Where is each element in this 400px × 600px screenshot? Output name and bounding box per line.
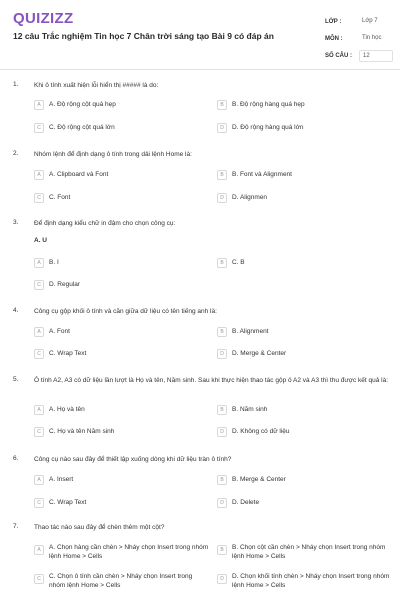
option-b[interactable] xyxy=(217,168,292,181)
option-b[interactable] xyxy=(217,543,392,565)
option-letter-badge: C xyxy=(34,349,44,359)
option-text: A. Độ rộng cột quá hẹp xyxy=(49,101,116,108)
question-text: Nhóm lệnh để định dạng ô tính trong dải lệnh Home là: xyxy=(34,151,192,158)
option-letter-badge: D xyxy=(217,349,227,359)
option-a[interactable] xyxy=(34,403,85,416)
option-text: B. Chọn cột cần chèn > Nháy chọn Insert trong nhóm lệnh Home > Cells xyxy=(232,544,386,560)
option-text: A. Họ và tên xyxy=(49,406,85,413)
option-letter-badge: C xyxy=(34,498,44,508)
option-d[interactable] xyxy=(217,191,267,204)
option-letter-badge: B xyxy=(217,475,227,485)
question-text: Khi ô tính xuất hiện lỗi hiển thị ##### là do: xyxy=(34,82,159,89)
option-letter-badge: A xyxy=(34,258,44,268)
option-letter-badge: B xyxy=(217,170,227,180)
page-title: 12 câu Trắc nghiệm Tin học 7 Chân trời sáng tạo Bài 9 có đáp án xyxy=(13,31,274,41)
option-a[interactable] xyxy=(34,543,209,565)
question-answer-text: A. U xyxy=(34,237,47,244)
option-text: C. B xyxy=(232,259,245,266)
option-d[interactable] xyxy=(217,121,303,134)
option-letter-badge: C xyxy=(34,123,44,133)
meta-row-subject xyxy=(325,30,393,47)
option-c[interactable] xyxy=(34,496,86,509)
option-letter-badge: B xyxy=(217,258,227,268)
option-text: C. Font xyxy=(49,194,71,201)
worksheet-header xyxy=(0,0,400,70)
option-d[interactable] xyxy=(34,278,80,291)
meta-label: LỚP : xyxy=(325,18,342,25)
question-number: 1. xyxy=(13,81,19,88)
option-a[interactable] xyxy=(34,98,116,111)
option-a[interactable] xyxy=(34,325,70,338)
question-text: Ô tính A2, A3 có dữ liệu lần lượt là Họ và tên, Năm sinh. Sau khi thực hiện thao tác gộp ô A2 và A3 thì thu được kết quả là: xyxy=(34,377,389,384)
option-letter-badge: C xyxy=(34,427,44,437)
option-b[interactable] xyxy=(217,98,305,111)
option-text: B. I xyxy=(49,259,59,266)
meta-value: 12 xyxy=(359,50,393,62)
option-letter-badge: A xyxy=(34,405,44,415)
option-text: C. Độ rộng cột quá lớn xyxy=(49,124,115,131)
option-text: C. Chọn ô tính cần chèn > Nháy chọn Insert trong nhóm lệnh Home > Cells xyxy=(49,573,193,589)
option-b[interactable] xyxy=(217,403,267,416)
quizizz-logo[interactable]: QUIZIZZ xyxy=(13,10,74,27)
meta-box xyxy=(325,13,393,64)
meta-value: Lớp 7 xyxy=(362,17,378,24)
option-text: D. Regular xyxy=(49,281,81,288)
option-c[interactable] xyxy=(34,425,114,438)
option-a[interactable] xyxy=(34,473,73,486)
option-letter-badge: D xyxy=(217,574,227,584)
option-text: C. Họ và tên Năm sinh xyxy=(49,428,115,435)
question-number: 7. xyxy=(13,523,19,530)
option-text: C. Wrap Text xyxy=(49,499,87,506)
question-text: Để định dạng kiểu chữ in đậm cho chọn công cụ: xyxy=(34,220,176,227)
option-letter-badge: A xyxy=(34,545,44,555)
option-letter-badge: C xyxy=(34,280,44,290)
option-text: A. Insert xyxy=(49,476,74,483)
option-text: D. Delete xyxy=(232,499,260,506)
question-text: Thao tác nào sau đây để chèn thêm một cột? xyxy=(34,524,165,531)
option-b[interactable] xyxy=(217,473,286,486)
question-text: Công cụ nào sau đây để thiết lập xuống dòng khi dữ liệu tràn ô tính? xyxy=(34,456,232,463)
option-text: D. Merge & Center xyxy=(232,350,287,357)
option-letter-badge: D xyxy=(217,427,227,437)
option-letter-badge: C xyxy=(34,574,44,584)
option-letter-badge: A xyxy=(34,475,44,485)
option-letter-badge: D xyxy=(217,498,227,508)
option-text: B. Font và Alignment xyxy=(232,171,292,178)
option-text: B. Độ rộng hàng quá hẹp xyxy=(232,101,305,108)
option-text: B. Năm sinh xyxy=(232,406,268,413)
option-b[interactable] xyxy=(34,256,59,269)
option-letter-badge: D xyxy=(217,193,227,203)
question-number: 5. xyxy=(13,376,19,383)
option-text: A. Clipboard và Font xyxy=(49,171,109,178)
option-c[interactable] xyxy=(217,256,245,269)
option-b[interactable] xyxy=(217,325,269,338)
option-letter-badge: B xyxy=(217,100,227,110)
option-a[interactable] xyxy=(34,168,108,181)
option-text: B. Merge & Center xyxy=(232,476,286,483)
meta-label: MÔN : xyxy=(325,35,343,42)
option-text: D. Alignmen xyxy=(232,194,268,201)
meta-row-class xyxy=(325,13,393,30)
question-number: 2. xyxy=(13,150,19,157)
question-text: Công cụ gộp khối ô tính và căn giữa dữ liệu có tên tiếng anh là: xyxy=(34,308,217,315)
option-text: D. Không có dữ liệu xyxy=(232,428,290,435)
option-letter-badge: C xyxy=(34,193,44,203)
option-text: B. Alignment xyxy=(232,328,269,335)
meta-row-count xyxy=(325,47,393,64)
option-letter-badge: A xyxy=(34,170,44,180)
option-c[interactable] xyxy=(34,121,115,134)
option-text: D. Chọn khối tính chèn > Nháy chọn Insert trong nhóm lệnh Home > Cells xyxy=(232,573,390,589)
option-c[interactable] xyxy=(34,347,86,360)
question-number: 3. xyxy=(13,219,19,226)
question-number: 4. xyxy=(13,307,19,314)
option-letter-badge: A xyxy=(34,100,44,110)
option-letter-badge: B xyxy=(217,545,227,555)
option-letter-badge: D xyxy=(217,123,227,133)
option-d[interactable] xyxy=(217,572,392,594)
meta-label: SỐ CÂU : xyxy=(325,52,352,59)
option-d[interactable] xyxy=(217,425,289,438)
option-letter-badge: B xyxy=(217,405,227,415)
option-text: C. Wrap Text xyxy=(49,350,87,357)
question-number: 6. xyxy=(13,455,19,462)
option-d[interactable] xyxy=(217,347,286,360)
meta-value: Tin học xyxy=(362,34,382,41)
option-c[interactable] xyxy=(34,191,70,204)
option-text: A. Font xyxy=(49,328,70,335)
option-letter-badge: B xyxy=(217,327,227,337)
option-d[interactable] xyxy=(217,496,259,509)
option-text: D. Độ rộng hàng quá lớn xyxy=(232,124,304,131)
option-c[interactable] xyxy=(34,572,209,594)
option-text: A. Chọn hàng cần chèn > Nháy chọn Insert trong nhóm lệnh Home > Cells xyxy=(49,544,209,560)
option-letter-badge: A xyxy=(34,327,44,337)
